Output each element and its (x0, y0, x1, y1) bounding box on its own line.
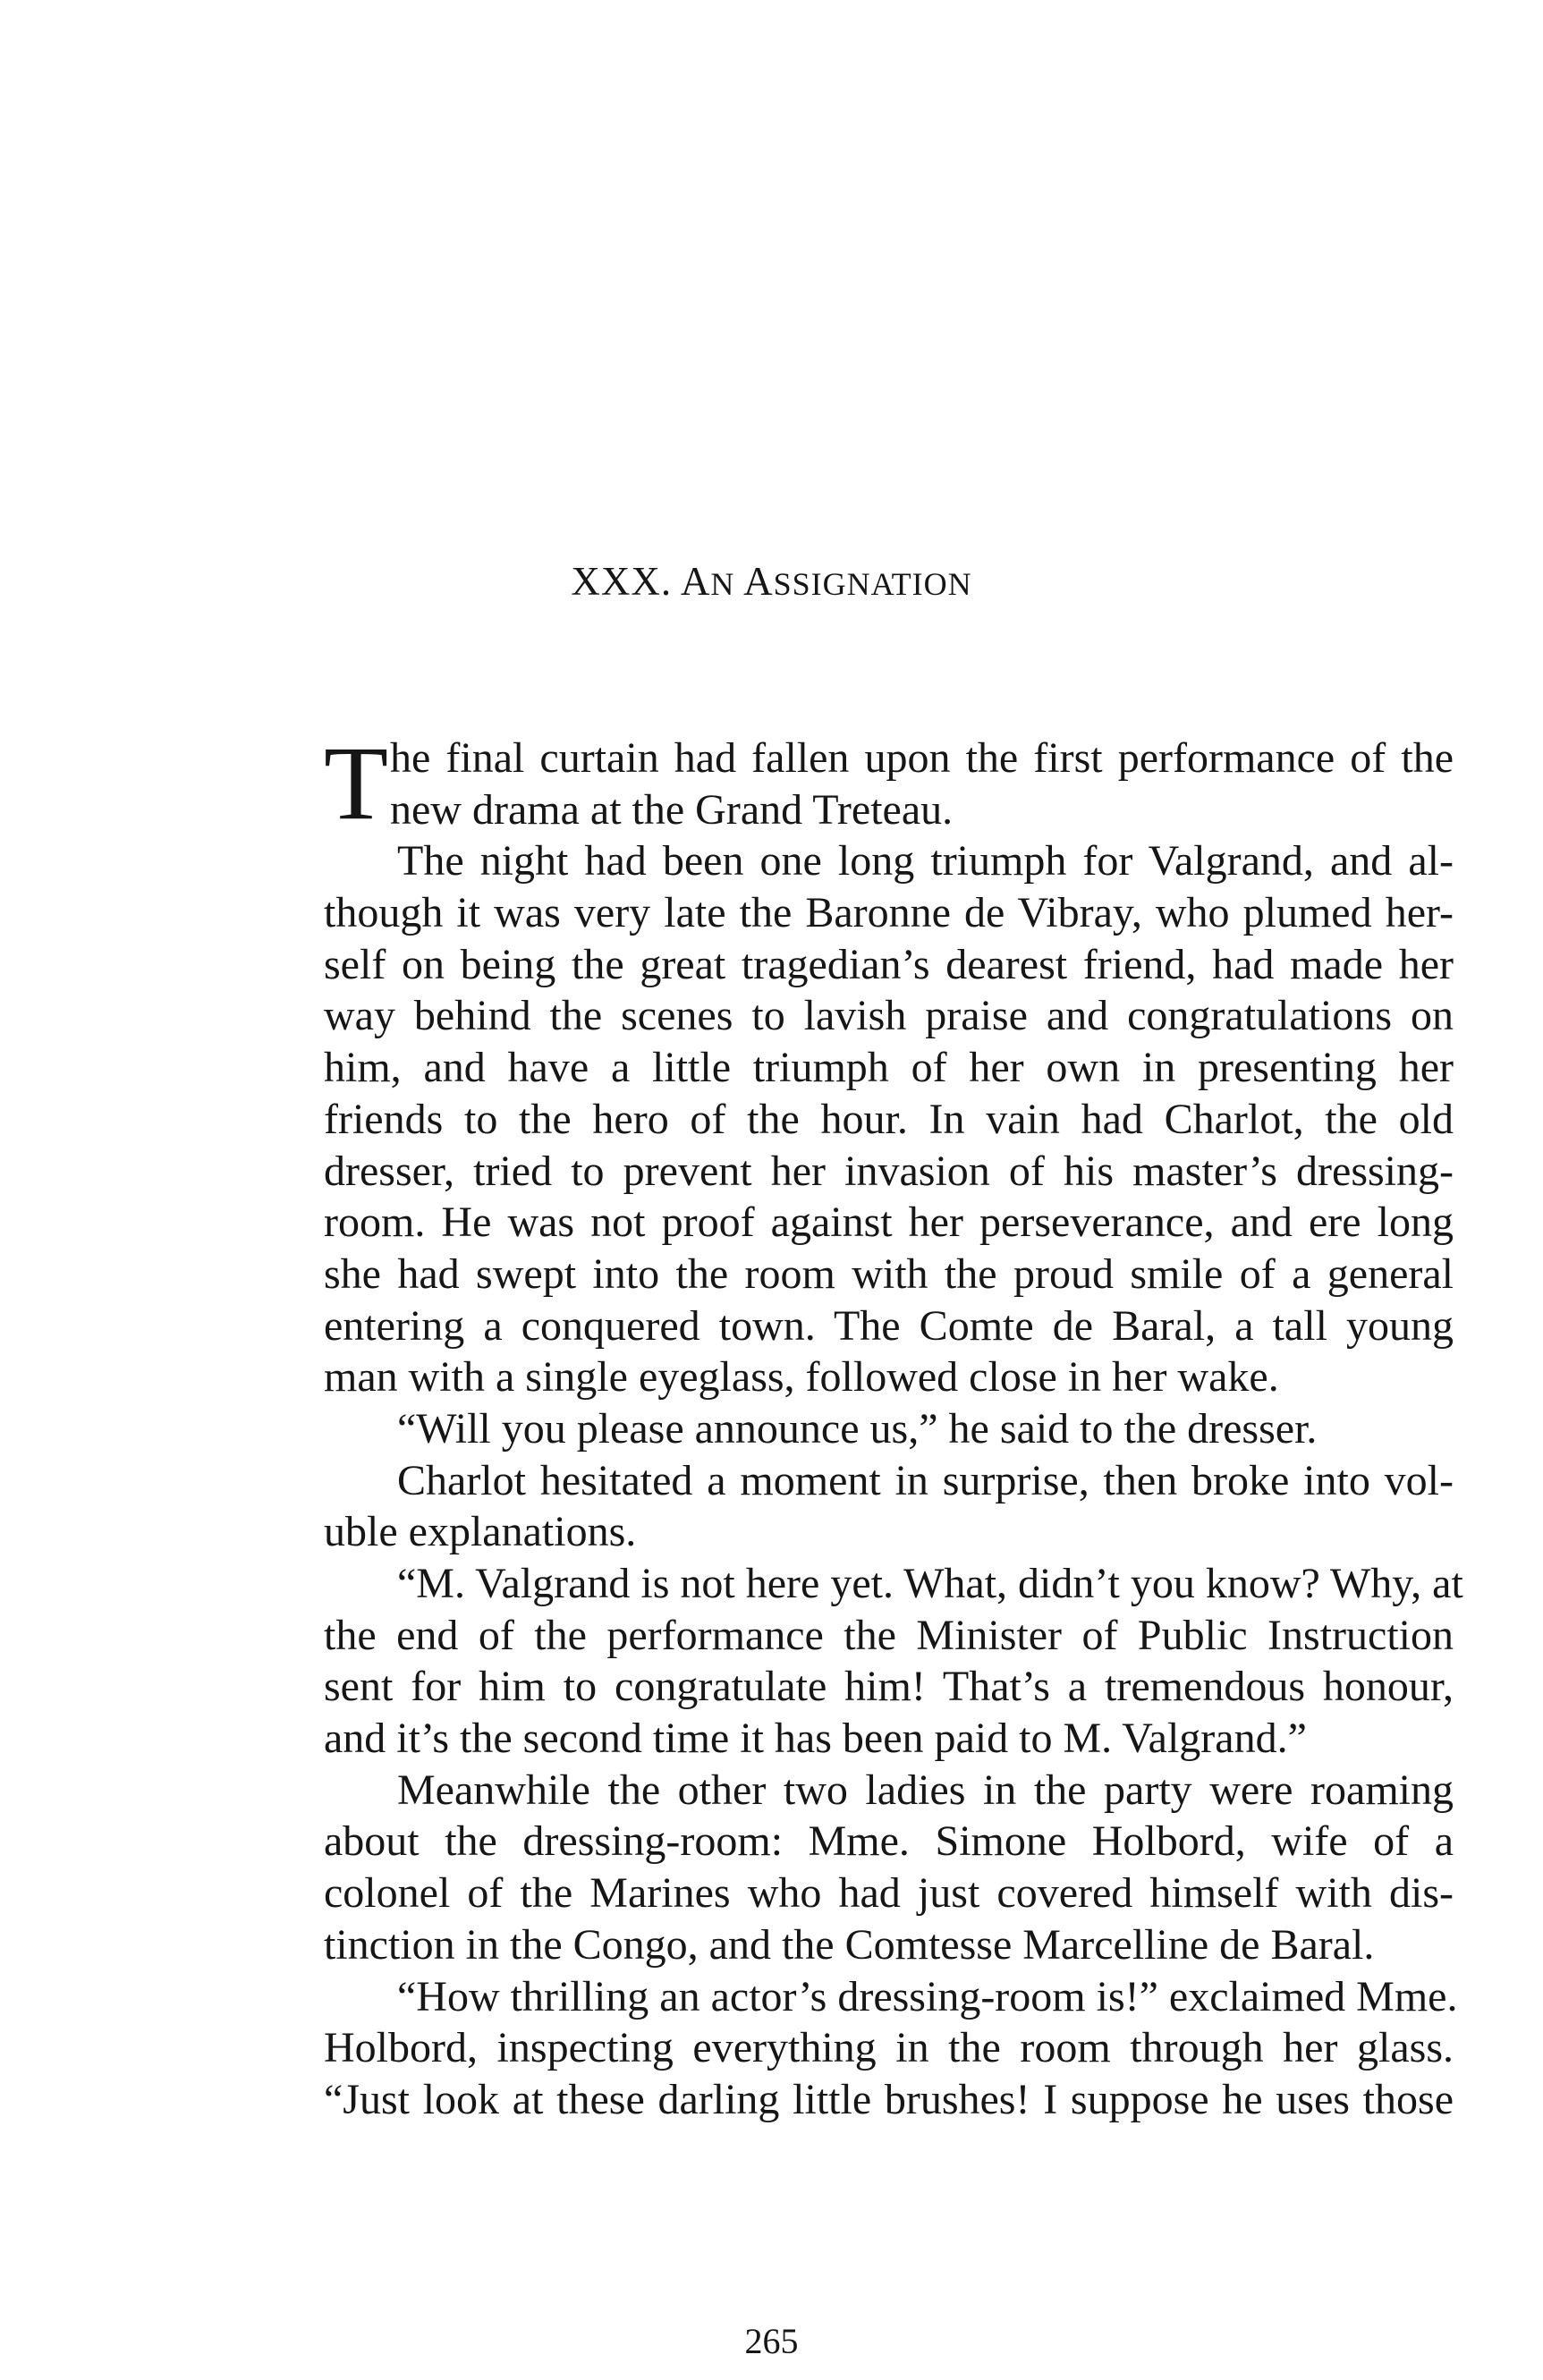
text-line: Holbord, inspecting everything in the room through her glass. (324, 2024, 1454, 2072)
text-line: “Will you please announce us,” he said to the dresser. (397, 1404, 1318, 1453)
text-line: the end of the performance the Minister of Public Instruction (324, 1611, 1454, 1659)
chapter-title-word-2: ASSIGNATION (743, 559, 972, 604)
text-line: “How thrilling an actor’s dressing-room is!” exclaimed Mme. (397, 1972, 1458, 2020)
body-text (324, 724, 1463, 2126)
paragraph-5 (324, 1558, 1463, 1765)
paragraph-1 (324, 724, 1454, 842)
text-line: dresser, tried to prevent her invasion of his master’s dressing- (324, 1147, 1454, 1195)
text-line: self on being the great tragedian’s dearest friend, had made her (324, 940, 1454, 988)
text-line: way behind the scenes to lavish praise and congratulations on (324, 992, 1454, 1040)
paragraph-3 (324, 1403, 1454, 1455)
page-number: 265 (744, 2321, 799, 2361)
text-line: though it was very late the Baronne de Vibray, who plumed her- (324, 889, 1454, 937)
paragraph-2 (324, 835, 1454, 1403)
chapter-numeral: XXX. (571, 559, 673, 604)
text-line: she had swept into the room with the proud smile of a general (324, 1249, 1454, 1298)
text-line: The night had been one long triumph for Valgrand, and al- (397, 837, 1454, 885)
chapter-title (0, 559, 1543, 604)
text-line: Meanwhile the other two ladies in the party were roaming (397, 1766, 1454, 1814)
text-line: and it’s the second time it has been paid to M. Valgrand.” (324, 1715, 1307, 1763)
text-line: Charlot hesitated a moment in surprise, then broke into vol- (397, 1456, 1454, 1504)
text-line: “Just look at these darling little brushes! I suppose he uses those (324, 2075, 1454, 2123)
text-line: entering a conquered town. The Comte de Baral, a tall young (324, 1301, 1454, 1350)
text-line: man with a single eyeglass, followed close in her wake. (324, 1353, 1279, 1402)
text-line: him, and have a little triumph of her own in presenting her (324, 1044, 1454, 1092)
chapter-title-word-1: AN (680, 559, 735, 604)
text-line: uble explanations. (324, 1508, 637, 1556)
drop-cap: T (324, 724, 389, 842)
text-line: tinction in the Congo, and the Comtesse Marcelline de Baral. (324, 1920, 1375, 1969)
text-line: colonel of the Marines who had just covered himself with dis- (324, 1869, 1454, 1918)
text-line: about the dressing-room: Mme. Simone Holbord, wife of a (324, 1817, 1454, 1866)
paragraph-7 (324, 1971, 1458, 2126)
text-line: he final curtain had fallen upon the first performance of the (390, 734, 1454, 782)
paragraph-6 (324, 1765, 1454, 1971)
text-line: new drama at the Grand Treteau. (390, 785, 954, 834)
text-line: friends to the hero of the hour. In vain had Charlot, the old (324, 1095, 1454, 1143)
text-line: sent for him to congratulate him! That’s a tremendous honour, (324, 1663, 1454, 1711)
text-line: room. He was not proof against her perseverance, and ere long (324, 1198, 1454, 1247)
paragraph-4 (324, 1455, 1454, 1558)
text-line: “M. Valgrand is not here yet. What, didn’t you know? Why, at (397, 1560, 1463, 1607)
